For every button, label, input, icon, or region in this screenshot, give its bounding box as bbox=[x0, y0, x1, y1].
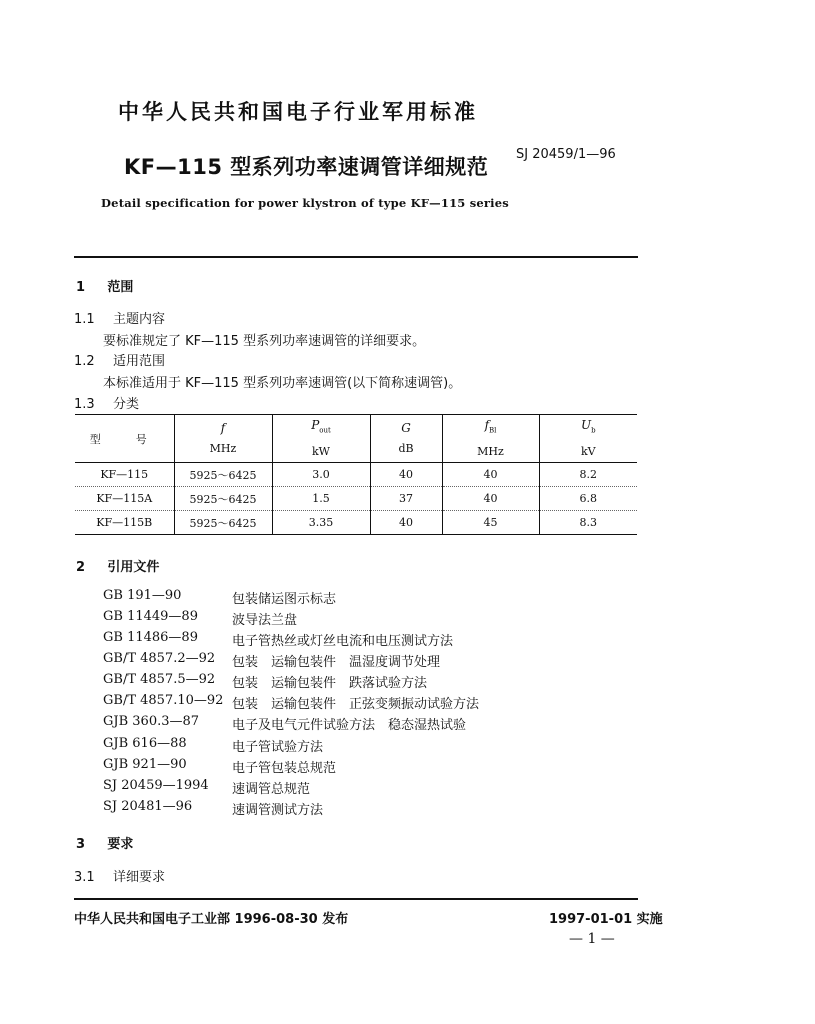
section-1-2-text: 本标准适用于 KF—115 型系列功率速调管(以下简称速调管)。 bbox=[103, 376, 462, 391]
reference-title: 包装 运输包装件 正弦变频振动试验方法 bbox=[232, 697, 480, 712]
section-number: 3.1 bbox=[74, 870, 95, 885]
cell-model: KF—115B bbox=[75, 511, 174, 535]
reference-title: 包装储运图示标志 bbox=[232, 592, 337, 607]
section-1-1-text: 要标准规定了 KF—115 型系列功率速调管的详细要求。 bbox=[103, 334, 426, 349]
header-subscript: Bl bbox=[489, 426, 497, 435]
reference-code: GB/T 4857.10—92 bbox=[103, 693, 224, 708]
header-beam-voltage bbox=[539, 415, 637, 463]
cell-frequency: 5925～6425 bbox=[174, 511, 272, 535]
section-number: 3 bbox=[76, 837, 86, 852]
header-model: 型 号 bbox=[75, 415, 174, 463]
section-1-1-heading bbox=[74, 308, 165, 327]
header-symbol: f bbox=[220, 421, 226, 435]
header-divider bbox=[74, 256, 638, 258]
reference-title: 电子及电气元件试验方法 稳态湿热试验 bbox=[232, 718, 467, 733]
header-unit: dB bbox=[398, 442, 414, 455]
reference-code: GB 191—90 bbox=[103, 588, 182, 603]
reference-title: 速调管测试方法 bbox=[232, 803, 324, 818]
issue-statement: 中华人民共和国电子工业部 1996-08-30 发布 bbox=[74, 912, 349, 927]
reference-title: 包装 运输包装件 跌落试验方法 bbox=[232, 676, 428, 691]
header-output-power bbox=[272, 415, 370, 463]
standard-code: SJ 20459/1—96 bbox=[516, 147, 616, 162]
section-number: 1 bbox=[76, 280, 86, 295]
cell-output-power: 3.35 bbox=[272, 511, 370, 535]
section-number: 1.3 bbox=[74, 397, 95, 412]
reference-title: 速调管总规范 bbox=[232, 782, 311, 797]
cell-output-power: 3.0 bbox=[272, 463, 370, 487]
section-title: 详细要求 bbox=[112, 870, 165, 885]
section-title: 分类 bbox=[112, 397, 139, 412]
cell-model: KF—115 bbox=[75, 463, 174, 487]
cell-output-power: 1.5 bbox=[272, 487, 370, 511]
header-unit: MHz bbox=[477, 444, 504, 458]
cell-beam-voltage: 8.2 bbox=[539, 463, 637, 487]
cell-gain: 40 bbox=[370, 463, 442, 487]
cell-bandwidth: 45 bbox=[442, 511, 539, 535]
table-row bbox=[75, 487, 637, 511]
table-row bbox=[75, 511, 637, 535]
reference-code: SJ 20481—96 bbox=[103, 799, 193, 814]
classification-table bbox=[75, 414, 637, 535]
section-1-heading bbox=[76, 276, 133, 295]
cell-frequency: 5925～6425 bbox=[174, 487, 272, 511]
cell-bandwidth: 40 bbox=[442, 487, 539, 511]
reference-title: 电子管试验方法 bbox=[232, 740, 324, 755]
header-symbol: G bbox=[401, 421, 411, 435]
cell-model: KF—115A bbox=[75, 487, 174, 511]
section-1-3-heading bbox=[74, 393, 139, 412]
reference-code: GJB 360.3—87 bbox=[103, 714, 200, 729]
effective-date: 1997-01-01 实施 bbox=[549, 912, 663, 927]
reference-title: 电子管包装总规范 bbox=[232, 761, 337, 776]
cell-gain: 40 bbox=[370, 511, 442, 535]
section-number: 2 bbox=[76, 560, 86, 575]
footer-divider bbox=[74, 898, 638, 900]
page-number: — 1 — bbox=[569, 931, 615, 947]
table-row bbox=[75, 463, 637, 487]
header-symbol: f bbox=[484, 418, 490, 433]
section-number: 1.2 bbox=[74, 354, 95, 369]
standard-title: 中华人民共和国电子行业军用标准 bbox=[118, 100, 478, 124]
reference-code: GJB 921—90 bbox=[103, 757, 187, 772]
reference-title: 波导法兰盘 bbox=[232, 613, 298, 628]
header-unit: kW bbox=[312, 444, 330, 458]
section-title: 适用范围 bbox=[112, 354, 165, 369]
cell-beam-voltage: 8.3 bbox=[539, 511, 637, 535]
cell-beam-voltage: 6.8 bbox=[539, 487, 637, 511]
section-title: 引用文件 bbox=[107, 560, 160, 575]
section-number: 1.1 bbox=[74, 312, 95, 327]
section-1-2-heading bbox=[74, 350, 165, 369]
header-unit: MHz bbox=[209, 442, 237, 455]
section-2-heading bbox=[76, 556, 159, 575]
document-title-english: Detail specification for power klystron of type KF—115 series bbox=[101, 196, 509, 210]
reference-code: GB 11486—89 bbox=[103, 630, 198, 645]
reference-code: GJB 616—88 bbox=[103, 736, 187, 751]
header-symbol: P bbox=[311, 418, 320, 433]
document-title: KF—115 型系列功率速调管详细规范 bbox=[124, 155, 489, 179]
reference-title: 包装 运输包装件 温湿度调节处理 bbox=[232, 655, 441, 670]
header-subscript: out bbox=[319, 426, 331, 435]
reference-code: SJ 20459—1994 bbox=[103, 778, 209, 793]
header-unit: kV bbox=[580, 444, 596, 458]
reference-title: 电子管热丝或灯丝电流和电压测试方法 bbox=[232, 634, 454, 649]
reference-code: GB/T 4857.5—92 bbox=[103, 672, 216, 687]
cell-bandwidth: 40 bbox=[442, 463, 539, 487]
table-header-row bbox=[75, 415, 637, 463]
section-title: 范围 bbox=[107, 280, 134, 295]
section-title: 主题内容 bbox=[112, 312, 165, 327]
cell-gain: 37 bbox=[370, 487, 442, 511]
header-frequency bbox=[174, 415, 272, 463]
header-bandwidth bbox=[442, 415, 539, 463]
section-3-1-heading bbox=[74, 866, 165, 885]
header-symbol: U bbox=[580, 418, 592, 433]
reference-code: GB 11449—89 bbox=[103, 609, 198, 624]
reference-code: GB/T 4857.2—92 bbox=[103, 651, 216, 666]
cell-frequency: 5925～6425 bbox=[174, 463, 272, 487]
section-title: 要求 bbox=[107, 837, 134, 852]
header-gain bbox=[370, 415, 442, 463]
section-3-heading bbox=[76, 833, 133, 852]
header-subscript: b bbox=[591, 426, 596, 435]
